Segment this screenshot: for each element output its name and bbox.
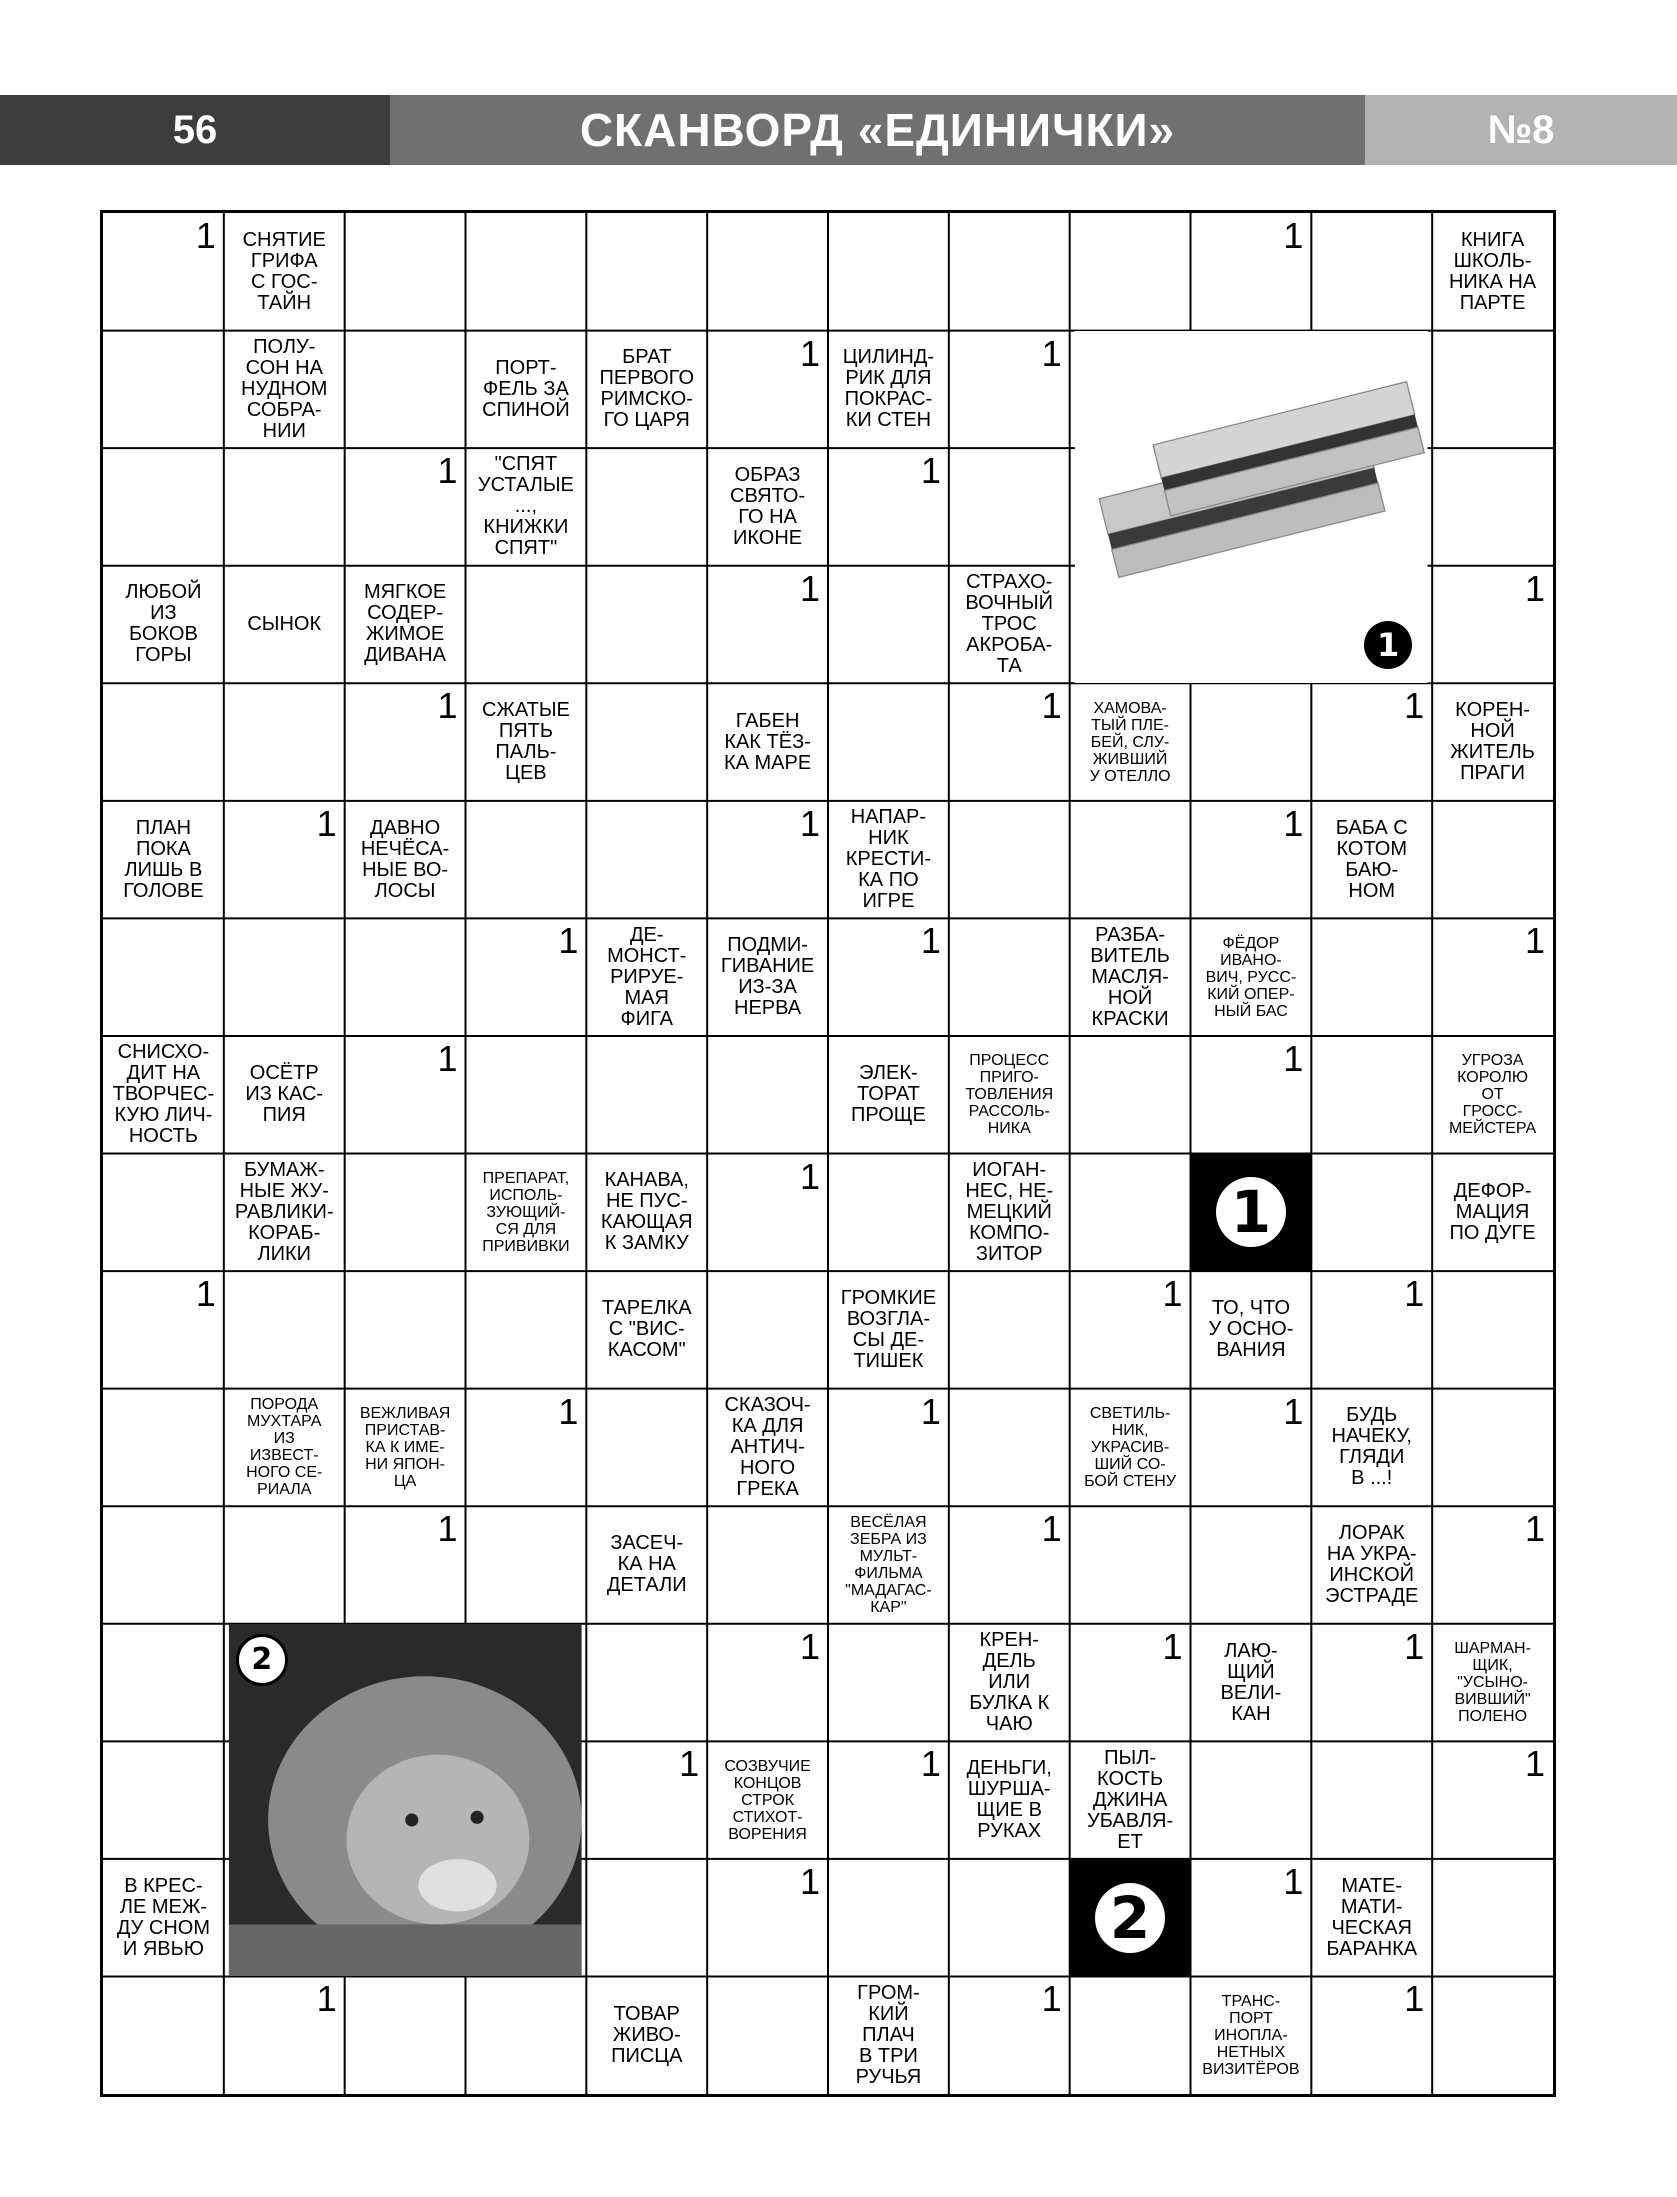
prefilled-one: 1 [437, 685, 458, 727]
clue-cell: ТО, ЧТО У ОСНО- ВАНИЯ [1208, 1297, 1294, 1362]
clue-cell: СКАЗОЧ- КА ДЛЯ АНТИЧ- НОГО ГРЕКА [724, 1393, 811, 1500]
answer-cell[interactable] [1311, 1154, 1432, 1272]
clue-cell: ПЫЛ- КОСТЬ ДЖИНА УБАВЛЯ- ЕТ [1087, 1746, 1174, 1853]
answer-cell[interactable] [345, 918, 466, 1036]
answer-cell[interactable] [707, 213, 828, 331]
answer-cell[interactable] [466, 1036, 587, 1154]
marker-2-badge: 2 [1095, 1883, 1165, 1953]
answer-cell[interactable] [949, 1506, 1070, 1624]
clue-cell: ПОРТ- ФЕЛЬ ЗА СПИНОЙ [482, 356, 570, 421]
answer-cell[interactable] [103, 448, 224, 566]
clue-cell: ДАВНО НЕЧЁСА- НЫЕ ВО- ЛОСЫ [360, 816, 450, 902]
answer-cell[interactable] [103, 331, 224, 449]
answer-cell[interactable] [1432, 566, 1553, 684]
prefilled-one: 1 [316, 802, 337, 844]
lion-picture [224, 1624, 587, 1977]
answer-cell[interactable] [707, 1859, 828, 1977]
answer-cell[interactable] [224, 1976, 345, 2094]
answer-cell[interactable] [949, 1976, 1070, 2094]
clue-cell: ПОЛУ- СОН НА НУДНОМ СОБРА- НИИ [241, 335, 328, 442]
answer-cell[interactable] [1432, 1976, 1553, 2094]
prefilled-one: 1 [1283, 1037, 1304, 1079]
clue-cell: ШАРМАН- ЩИК, "УСЫНО- ВИВШИЙ" ПОЛЕНО [1454, 1640, 1531, 1726]
answer-cell[interactable] [345, 1506, 466, 1624]
answer-marker-2 [1070, 1859, 1191, 1977]
answer-cell[interactable] [345, 1036, 466, 1154]
prefilled-one: 1 [1525, 920, 1546, 962]
clue-cell: МЯГКОЕ СОДЕР- ЖИМОЕ ДИВАНА [363, 581, 447, 667]
prefilled-one: 1 [1041, 685, 1062, 727]
clue-cell: БУДЬ НАЧЕКУ, ГЛЯДИ В ...! [1331, 1404, 1412, 1490]
answer-cell[interactable] [466, 1976, 587, 2094]
picture-badge-2: 2 [236, 1634, 288, 1686]
clue-cell: ОБРАЗ СВЯТО- ГО НА ИКОНЕ [730, 463, 806, 549]
prefilled-one: 1 [1404, 1273, 1425, 1315]
answer-cell[interactable] [466, 1506, 587, 1624]
page-title: СКАНВОРД «ЕДИНИЧКИ» [390, 95, 1365, 165]
clue-cell: ТОВАР ЖИВО- ПИСЦА [611, 2002, 683, 2067]
answer-cell[interactable] [949, 1389, 1070, 1507]
clue-cell: ОСЁТР ИЗ КАС- ПИЯ [245, 1062, 324, 1127]
answer-cell[interactable] [345, 1976, 466, 2094]
clue-cell: БРАТ ПЕРВОГО РИМСКО- ГО ЦАРЯ [599, 346, 695, 432]
answer-cell[interactable] [707, 1271, 828, 1389]
answer-cell[interactable] [828, 1389, 949, 1507]
answer-cell[interactable] [103, 1976, 224, 2094]
answer-cell[interactable] [103, 918, 224, 1036]
answer-cell[interactable] [707, 331, 828, 449]
prefilled-one: 1 [920, 920, 941, 962]
answer-cell[interactable] [1432, 801, 1553, 919]
clue-cell: КОРЕН- НОЙ ЖИТЕЛЬ ПРАГИ [1450, 699, 1535, 785]
answer-cell[interactable] [1191, 213, 1312, 331]
answer-cell[interactable] [707, 1036, 828, 1154]
clue-cell: СВЕТИЛЬ- НИК, УКРАСИВ- ШИЙ СО- БОЙ СТЕНУ [1084, 1404, 1177, 1490]
clue-cell: СНЯТИЕ ГРИФА С ГОС- ТАЙН [242, 228, 326, 314]
prefilled-one: 1 [1041, 332, 1062, 374]
answer-cell[interactable] [1191, 1506, 1312, 1624]
answer-cell[interactable] [586, 1036, 707, 1154]
clue-cell: ЦИЛИНД- РИК ДЛЯ ПОКРАС- КИ СТЕН [842, 346, 935, 432]
clue-cell: МАТЕ- МАТИ- ЧЕСКАЯ БАРАНКА [1326, 1874, 1418, 1960]
answer-cell[interactable] [1311, 683, 1432, 801]
prefilled-one: 1 [1525, 1508, 1546, 1550]
answer-cell[interactable] [828, 448, 949, 566]
clue-cell: ЗАСЕЧ- КА НА ДЕТАЛИ [606, 1532, 687, 1597]
answer-cell[interactable] [1070, 1036, 1191, 1154]
answer-marker-1 [1191, 1154, 1312, 1272]
clue-cell: ПРОЦЕСС ПРИГО- ТОВЛЕНИЯ РАССОЛЬ- НИКА [965, 1052, 1054, 1138]
marker-1-badge: 1 [1216, 1177, 1286, 1247]
answer-cell[interactable] [224, 918, 345, 1036]
prefilled-one: 1 [437, 1037, 458, 1079]
answer-cell[interactable] [345, 331, 466, 449]
answer-cell[interactable] [1311, 1741, 1432, 1859]
answer-cell[interactable] [586, 1859, 707, 1977]
clue-cell: КНИГА ШКОЛЬ- НИКА НА ПАРТЕ [1448, 228, 1537, 314]
answer-cell[interactable] [1311, 1271, 1432, 1389]
answer-cell[interactable] [1191, 1859, 1312, 1977]
clue-cell: ГРОМКИЕ ВОЗГЛА- СЫ ДЕ- ТИШЕК [840, 1286, 937, 1372]
answer-cell[interactable] [707, 1976, 828, 2094]
clue-cell: КАНАВА, НЕ ПУС- КАЮЩАЯ К ЗАМКУ [600, 1169, 693, 1255]
answer-cell[interactable] [1070, 1506, 1191, 1624]
answer-cell[interactable] [466, 566, 587, 684]
clue-cell: НАПАР- НИК КРЕСТИ- КА ПО ИГРЕ [845, 806, 932, 913]
answer-cell[interactable] [1311, 1624, 1432, 1742]
answer-cell[interactable] [828, 1154, 949, 1272]
answer-cell[interactable] [1191, 1036, 1312, 1154]
prefilled-one: 1 [1525, 567, 1546, 609]
answer-cell[interactable] [707, 1154, 828, 1272]
answer-cell[interactable] [586, 1389, 707, 1507]
answer-cell[interactable] [828, 566, 949, 684]
clue-cell: КРЕН- ДЕЛЬ ИЛИ БУЛКА К ЧАЮ [969, 1629, 1050, 1736]
clue-cell: ЭЛЕК- ТОРАТ ПРОЩЕ [850, 1062, 926, 1127]
wafer-picture [1070, 331, 1433, 684]
answer-cell[interactable] [707, 1624, 828, 1742]
answer-cell[interactable] [103, 683, 224, 801]
answer-cell[interactable] [103, 1624, 224, 1742]
page-number: 56 [0, 95, 390, 165]
answer-cell[interactable] [1311, 918, 1432, 1036]
clue-cell: ФЁДОР ИВАНО- ВИЧ, РУСС- КИЙ ОПЕР- НЫЙ БАС [1205, 934, 1297, 1020]
prefilled-one: 1 [800, 1625, 821, 1667]
clue-cell: ВЕЖЛИВАЯ ПРИСТАВ- КА К ИМЕ- НИ ЯПОН- ЦА [359, 1404, 451, 1490]
answer-cell[interactable] [1070, 1976, 1191, 2094]
prefilled-one: 1 [800, 567, 821, 609]
prefilled-one: 1 [800, 1860, 821, 1902]
answer-cell[interactable] [345, 1154, 466, 1272]
answer-cell[interactable] [1070, 801, 1191, 919]
clue-cell: ПОРОДА МУХТАРА ИЗ ИЗВЕСТ- НОГО СЕ- РИАЛА [246, 1396, 323, 1499]
answer-cell[interactable] [1311, 1036, 1432, 1154]
answer-cell[interactable] [345, 1271, 466, 1389]
clue-cell: ПОДМИ- ГИВАНИЕ ИЗ-ЗА НЕРВА [720, 934, 815, 1020]
clue-cell: ХАМОВА- ТЫЙ ПЛЕ- БЕЙ, СЛУ- ЖИВШИЙ У ОТЕЛЛО [1089, 699, 1171, 785]
answer-cell[interactable] [103, 1271, 224, 1389]
answer-cell[interactable] [949, 918, 1070, 1036]
clue-cell: УГРОЗА КОРОЛЮ ОТ ГРОСС- МЕЙСТЕРА [1448, 1052, 1537, 1138]
clue-cell: ДЕФОР- МАЦИЯ ПО ДУГЕ [1449, 1179, 1536, 1244]
answer-cell[interactable] [1432, 1271, 1553, 1389]
answer-cell[interactable] [466, 1271, 587, 1389]
answer-cell[interactable] [949, 683, 1070, 801]
prefilled-one: 1 [1404, 685, 1425, 727]
clue-cell: СОЗВУЧИЕ КОНЦОВ СТРОК СТИХОТ- ВОРЕНИЯ [724, 1757, 811, 1843]
answer-cell[interactable] [1432, 918, 1553, 1036]
answer-cell[interactable] [586, 1624, 707, 1742]
answer-cell[interactable] [1191, 1741, 1312, 1859]
prefilled-one: 1 [1283, 1390, 1304, 1432]
clue-cell: ГАБЕН КАК ТЁЗ- КА МАРЕ [723, 709, 812, 774]
answer-cell[interactable] [103, 1154, 224, 1272]
answer-cell[interactable] [224, 1271, 345, 1389]
clue-cell: ГРОМ- КИЙ ПЛАЧ В ТРИ РУЧЬЯ [855, 1981, 922, 2088]
answer-cell[interactable] [1311, 213, 1432, 331]
answer-cell[interactable] [828, 918, 949, 1036]
answer-cell[interactable] [1070, 1624, 1191, 1742]
answer-cell[interactable] [586, 213, 707, 331]
issue-number: №8 [1365, 95, 1677, 165]
answer-cell[interactable] [466, 918, 587, 1036]
answer-cell[interactable] [949, 448, 1070, 566]
prefilled-one: 1 [920, 1743, 941, 1785]
prefilled-one: 1 [558, 1390, 579, 1432]
prefilled-one: 1 [800, 802, 821, 844]
answer-cell[interactable] [586, 448, 707, 566]
prefilled-one: 1 [195, 215, 216, 256]
answer-cell[interactable] [828, 1624, 949, 1742]
answer-cell[interactable] [345, 213, 466, 331]
clue-cell: ДЕНЬГИ, ШУРША- ЩИЕ В РУКАХ [966, 1757, 1052, 1843]
prefilled-one: 1 [1041, 1508, 1062, 1550]
answer-cell[interactable] [466, 213, 587, 331]
clue-cell: ЛОРАК НА УКРА- ИНСКОЙ ЭСТРАДЕ [1325, 1521, 1419, 1607]
clue-cell: СЖАТЫЕ ПЯТЬ ПАЛЬ- ЦЕВ [481, 699, 570, 785]
answer-cell[interactable] [828, 683, 949, 801]
clue-cell: СЫНОК [247, 612, 322, 635]
page-header [0, 95, 1677, 165]
answer-cell[interactable] [224, 801, 345, 919]
clue-cell: ПЛАН ПОКА ЛИШЬ В ГОЛОВЕ [123, 816, 204, 902]
answer-cell[interactable] [586, 1741, 707, 1859]
answer-cell[interactable] [1432, 1741, 1553, 1859]
answer-cell[interactable] [949, 331, 1070, 449]
answer-cell[interactable] [586, 801, 707, 919]
answer-cell[interactable] [345, 683, 466, 801]
scanword-grid [100, 210, 1556, 2097]
prefilled-one: 1 [679, 1743, 700, 1785]
answer-cell[interactable] [1070, 1154, 1191, 1272]
prefilled-one: 1 [195, 1273, 216, 1315]
clue-cell: ТРАНС- ПОРТ ИНОПЛА- НЕТНЫХ ВИЗИТЁРОВ [1202, 1992, 1300, 2078]
clue-cell: ПРЕПАРАТ, ИСПОЛЬ- ЗУЮЩИЙ- СЯ ДЛЯ ПРИВИВКИ [482, 1169, 570, 1255]
clue-cell: ЛАЮ- ЩИЙ ВЕЛИ- КАН [1220, 1639, 1282, 1725]
prefilled-one: 1 [1283, 215, 1304, 256]
answer-cell[interactable] [1432, 1506, 1553, 1624]
answer-cell[interactable] [224, 448, 345, 566]
clue-cell: В КРЕС- ЛЕ МЕЖ- ДУ СНОМ И ЯВЬЮ [116, 1874, 210, 1960]
picture-badge-1: 1 [1364, 621, 1412, 669]
answer-cell[interactable] [1432, 331, 1553, 449]
answer-cell[interactable] [466, 801, 587, 919]
answer-cell[interactable] [1432, 448, 1553, 566]
answer-cell[interactable] [828, 213, 949, 331]
clue-cell: РАЗБА- ВИТЕЛЬ МАСЛЯ- НОЙ КРАСКИ [1090, 923, 1170, 1030]
clue-cell: БУМАЖ- НЫЕ ЖУ- РАВЛИКИ- КОРАБ- ЛИКИ [234, 1158, 334, 1265]
answer-cell[interactable] [1191, 683, 1312, 801]
clue-cell: ЛЮБОЙ ИЗ БОКОВ ГОРЫ [125, 581, 202, 667]
answer-cell[interactable] [707, 1506, 828, 1624]
prefilled-one: 1 [800, 1155, 821, 1197]
answer-cell[interactable] [949, 213, 1070, 331]
answer-cell[interactable] [707, 801, 828, 919]
prefilled-one: 1 [1283, 1860, 1304, 1902]
prefilled-one: 1 [920, 1390, 941, 1432]
clue-cell: ИОГАН- НЕС, НЕ- МЕЦКИЙ КОМПО- ЗИТОР [965, 1158, 1054, 1265]
answer-cell[interactable] [586, 566, 707, 684]
clue-cell: ТАРЕЛКА С "ВИС- КАСОМ" [601, 1297, 692, 1362]
clue-cell: ВЕСЁЛАЯ ЗЕБРА ИЗ МУЛЬТ- ФИЛЬМА "МАДАГАС- КАР" [845, 1513, 932, 1616]
prefilled-one: 1 [1525, 1743, 1546, 1785]
answer-cell[interactable] [707, 566, 828, 684]
clue-cell: БАБА С КОТОМ БАЮ- НОМ [1335, 816, 1408, 902]
prefilled-one: 1 [437, 450, 458, 492]
prefilled-one: 1 [1162, 1273, 1183, 1315]
answer-cell[interactable] [1432, 1389, 1553, 1507]
prefilled-one: 1 [437, 1508, 458, 1550]
answer-cell[interactable] [828, 1741, 949, 1859]
answer-cell[interactable] [103, 213, 224, 331]
answer-cell[interactable] [224, 683, 345, 801]
answer-cell[interactable] [1311, 1976, 1432, 2094]
clue-cell: ДЕ- МОНСТ- РИРУЕ- МАЯ ФИГА [607, 923, 687, 1030]
answer-cell[interactable] [949, 801, 1070, 919]
clue-cell: СНИСХО- ДИТ НА ТВОРЧЕС- КУЮ ЛИЧ- НОСТЬ [112, 1041, 215, 1148]
answer-cell[interactable] [1191, 801, 1312, 919]
answer-cell[interactable] [828, 1859, 949, 1977]
answer-cell[interactable] [1070, 1271, 1191, 1389]
clue-cell: "СПЯТ УСТАЛЫЕ ..., КНИЖКИ СПЯТ" [477, 453, 574, 560]
prefilled-one: 1 [558, 920, 579, 962]
answer-cell[interactable] [345, 448, 466, 566]
prefilled-one: 1 [1404, 1978, 1425, 2020]
answer-cell[interactable] [1070, 213, 1191, 331]
prefilled-one: 1 [1041, 1978, 1062, 2020]
answer-cell[interactable] [949, 1859, 1070, 1977]
answer-cell[interactable] [224, 1506, 345, 1624]
prefilled-one: 1 [1162, 1625, 1183, 1667]
answer-cell[interactable] [103, 1741, 224, 1859]
answer-cell[interactable] [103, 1506, 224, 1624]
prefilled-one: 1 [1404, 1625, 1425, 1667]
answer-cell[interactable] [1191, 1389, 1312, 1507]
prefilled-one: 1 [316, 1978, 337, 2020]
answer-cell[interactable] [103, 1389, 224, 1507]
answer-cell[interactable] [466, 1389, 587, 1507]
prefilled-one: 1 [800, 332, 821, 374]
answer-cell[interactable] [949, 1271, 1070, 1389]
answer-cell[interactable] [1432, 1859, 1553, 1977]
clue-cell: СТРАХО- ВОЧНЫЙ ТРОС АКРОБА- ТА [965, 570, 1054, 677]
prefilled-one: 1 [1283, 802, 1304, 844]
prefilled-one: 1 [920, 450, 941, 492]
answer-cell[interactable] [586, 683, 707, 801]
